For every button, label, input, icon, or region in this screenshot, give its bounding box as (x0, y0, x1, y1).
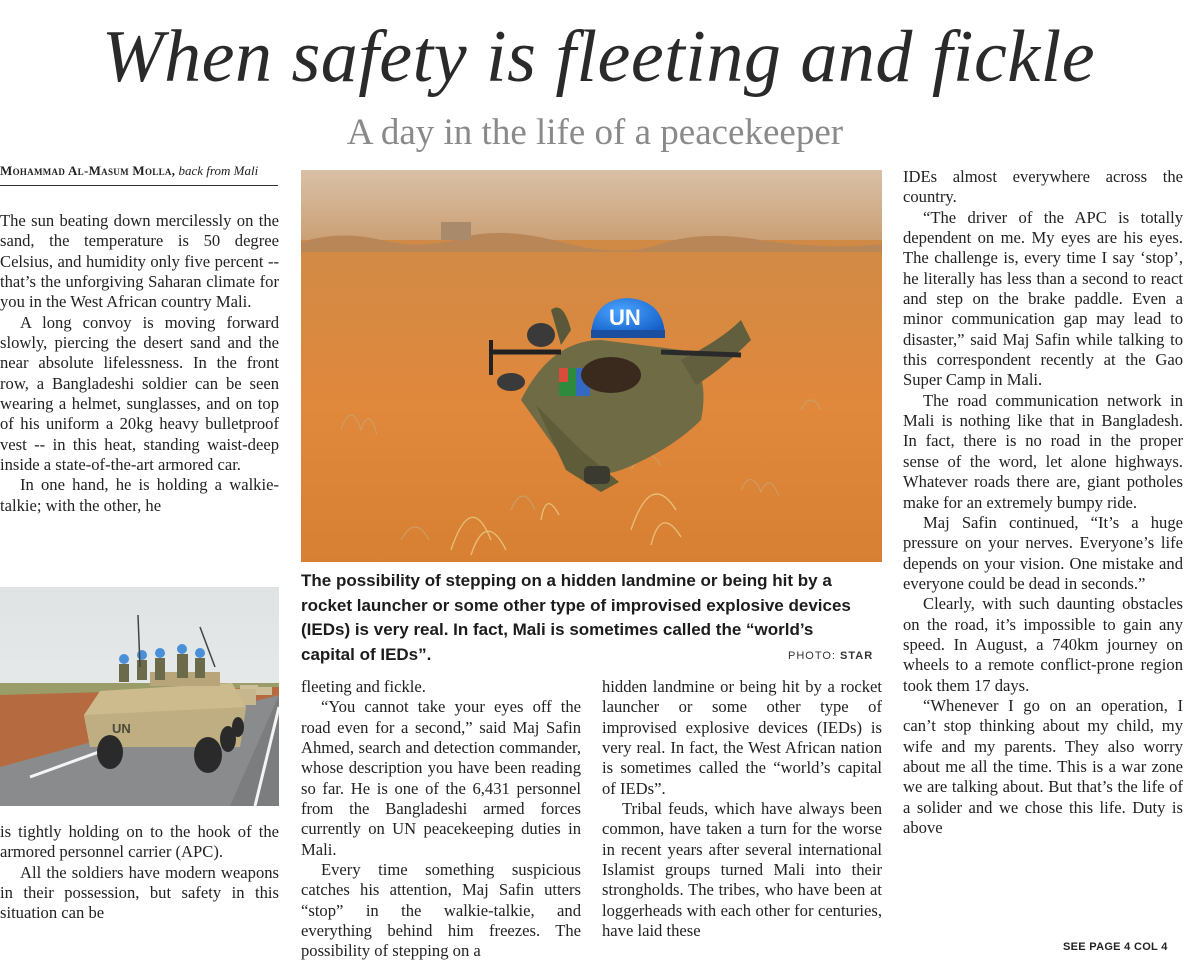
paragraph: Tribal feuds, which have always been common, have taken a turn for the worse in recent years after several international Islamist groups turned Mali into their strongholds. The tribes, who have been at loggerheads with each other for centuries, have laid these (602, 799, 882, 941)
paragraph: IDEs almost everywhere across the country. (903, 167, 1183, 207)
continuation-link[interactable]: SEE PAGE 4 COL 4 (1063, 941, 1168, 953)
paragraph: The sun beating down mercilessly on the sand, the temperature is 50 degree Celsius, and humidity only five percent -- that’s the unforgiving Saharan climate for you in the West African country Mali. (0, 211, 279, 312)
column-1-bottom (0, 822, 279, 924)
paragraph: “You cannot take your eyes off the road even for a second,” said Maj Safin Ahmed, search and detection commander, whose description you have been reading so far. He is one of the 6,431 personnel from the Bangladeshi armed forces currently on UN peacekeeping duties in Mali. (301, 697, 581, 859)
byline (0, 163, 278, 186)
column-4 (903, 167, 1183, 838)
paragraph: All the soldiers have modern weapons in their possession, but safety in this situation can be (0, 862, 279, 923)
photo-caption: The possibility of stepping on a hidden landmine or being hit by a rocket launcher or some other type of improvised explosive devices (IEDs) is very real. In fact, Mali is sometimes called the “world’s capital of IEDs”. (301, 571, 851, 664)
paragraph: In one hand, he is holding a walkie-talkie; with the other, he (0, 475, 279, 515)
paragraph: A long convoy is moving forward slowly, piercing the desert sand and the near absolute lifelessness. In the front row, a Bangladeshi soldier can be seen wearing a helmet, sunglasses, and on top of his uniform a 20kg heavy bulletproof vest -- in this heat, standing waist-deep inside a state-of-the-art armored car. (0, 312, 279, 475)
main-photo (301, 170, 882, 562)
vehicle-un-text: UN (112, 721, 131, 736)
paragraph: fleeting and fickle. (301, 677, 426, 696)
paragraph: The road communication network in Mali is nothing like that in Bangladesh. In fact, there is no road in the proper sense of the word, let alone highways. Whatever roads there are, giant potholes make for an extremely bumpy ride. (903, 390, 1183, 512)
subhead: A day in the life of a peacekeeper (346, 112, 844, 153)
photo-credit (788, 650, 873, 662)
byline-location: back from Mali (178, 163, 259, 178)
helmet-un-text: UN (609, 305, 641, 330)
paragraph: “Whenever I go on an operation, I can’t stop thinking about my child, my wife and my parents. They also worry about me all the time. This is a war zone we are talking about. But that’s the life of a solider and we chose this life. Duty is above (903, 695, 1183, 837)
photo-credit-org: STAR (840, 650, 874, 662)
paragraph: is tightly holding on to the hook of the armored personnel carrier (APC). (0, 822, 279, 862)
paragraph: hidden landmine or being hit by a rocket launcher or some other type of improvised explosive devices (IEDs) is very real. In fact, the West African nation is sometimes called the “world’s capital of IEDs”. (602, 677, 882, 798)
paragraph: Clearly, with such daunting obstacles on the road, it’s impossible to gain any speed. In August, a 740km journey on wheels to a remote conflict-prone region took them 17 days. (903, 594, 1183, 695)
column-3 (602, 677, 882, 941)
paragraph: “The driver of the APC is totally dependent on me. My eyes are his eyes. The challenge is, every time I say ‘stop’, he literally has less than a second to react and step on the brake paddle. Even a minor communication gap may lead to disaster,” said Maj Safin while talking to this correspondent recently at the Gao Super Camp in Mali. (903, 207, 1183, 390)
convoy-photo (0, 587, 279, 806)
column-2 (301, 677, 581, 962)
paragraph: Every time something suspicious catches his attention, Maj Safin utters “stop” in the walkie-talkie, and everything behind him freezes. The possibility of stepping on a (301, 860, 581, 961)
byline-author: Mohammad Al-Masum Molla, (0, 163, 176, 178)
headline: When safety is fleeting and fickle (101, 16, 1096, 98)
paragraph: Maj Safin continued, “It’s a huge pressure on your nerves. Everyone’s life depends on your vision. One mistake and everyone could be dead in seconds.” (903, 512, 1183, 593)
photo-credit-label: PHOTO: (788, 650, 836, 662)
column-1-top (0, 211, 279, 516)
